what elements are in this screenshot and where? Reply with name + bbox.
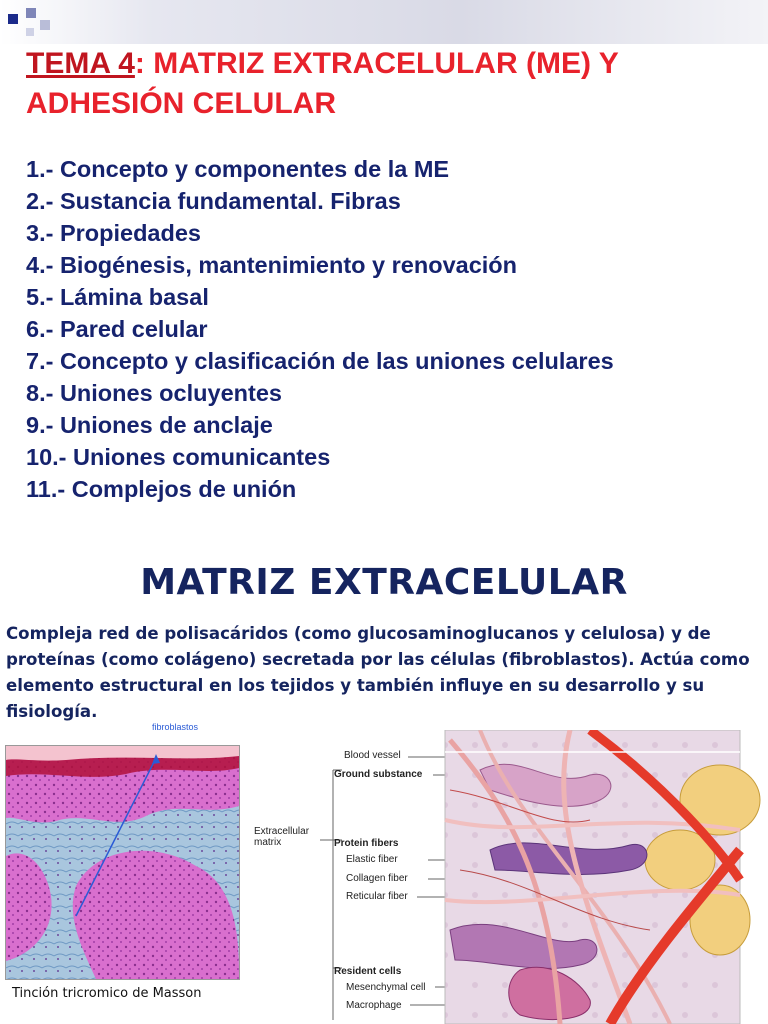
list-item: 1.- Concepto y componentes de la ME xyxy=(26,156,450,182)
label-reticular-fiber: Reticular fiber xyxy=(346,891,408,902)
header-decoration xyxy=(0,0,768,44)
list-item: 7.- Concepto y clasificación de las uniones celulares xyxy=(26,348,614,374)
section-title: MATRIZ EXTRACELULAR xyxy=(140,562,628,603)
label-blood-vessel: Blood vessel xyxy=(344,750,401,761)
list-item: 6.- Pared celular xyxy=(26,316,208,342)
lavender-square-icon xyxy=(26,8,36,18)
blue-square-icon xyxy=(8,14,18,24)
label-ground-substance: Ground substance xyxy=(334,769,423,780)
label-extracellular-matrix: Extracellular matrix xyxy=(254,826,310,848)
label-mesenchymal-cell: Mesenchymal cell xyxy=(346,982,426,993)
label-macrophage: Macrophage xyxy=(346,1000,402,1011)
label-elastic-fiber: Elastic fiber xyxy=(346,854,398,865)
pale-square-icon xyxy=(26,28,34,36)
definition-paragraph: Compleja red de polisacáridos (como glucosaminoglucanos y celulosa) y de proteínas (como colágeno) secretada por las células (fibroblastos). Actúa como elemento estructural en los tejidos y también influye en su desarrollo y su fisiología. xyxy=(6,624,750,721)
list-item: 11.- Complejos de unión xyxy=(26,476,297,502)
masson-trichrome-micrograph xyxy=(5,745,240,980)
list-item: 9.- Uniones de anclaje xyxy=(26,412,273,438)
list-item: 8.- Uniones ocluyentes xyxy=(26,380,282,406)
title-rest: : MATRIZ EXTRACELULAR (ME) Y ADHESIÓN CELULAR xyxy=(26,47,619,120)
list-item: 2.- Sustancia fundamental. Fibras xyxy=(26,188,401,214)
micrograph-caption: Tinción tricromico de Masson xyxy=(12,986,202,1001)
slide-title xyxy=(26,44,746,124)
topics-list xyxy=(26,153,746,505)
fibroblast-arrow-label: fibroblastos xyxy=(152,722,199,732)
label-collagen-fiber: Collagen fiber xyxy=(346,873,408,884)
title-tema: TEMA 4 xyxy=(26,47,135,80)
ecm-illustration xyxy=(250,730,768,1024)
ecm-diagram xyxy=(250,730,768,1024)
list-item: 10.- Uniones comunicantes xyxy=(26,444,331,470)
label-resident-cells: Resident cells xyxy=(334,966,402,977)
label-protein-fibers: Protein fibers xyxy=(334,838,399,849)
list-item: 4.- Biogénesis, mantenimiento y renovación xyxy=(26,252,518,278)
list-item: 3.- Propiedades xyxy=(26,220,201,246)
light-square-icon xyxy=(40,20,50,30)
list-item: 5.- Lámina basal xyxy=(26,284,209,310)
